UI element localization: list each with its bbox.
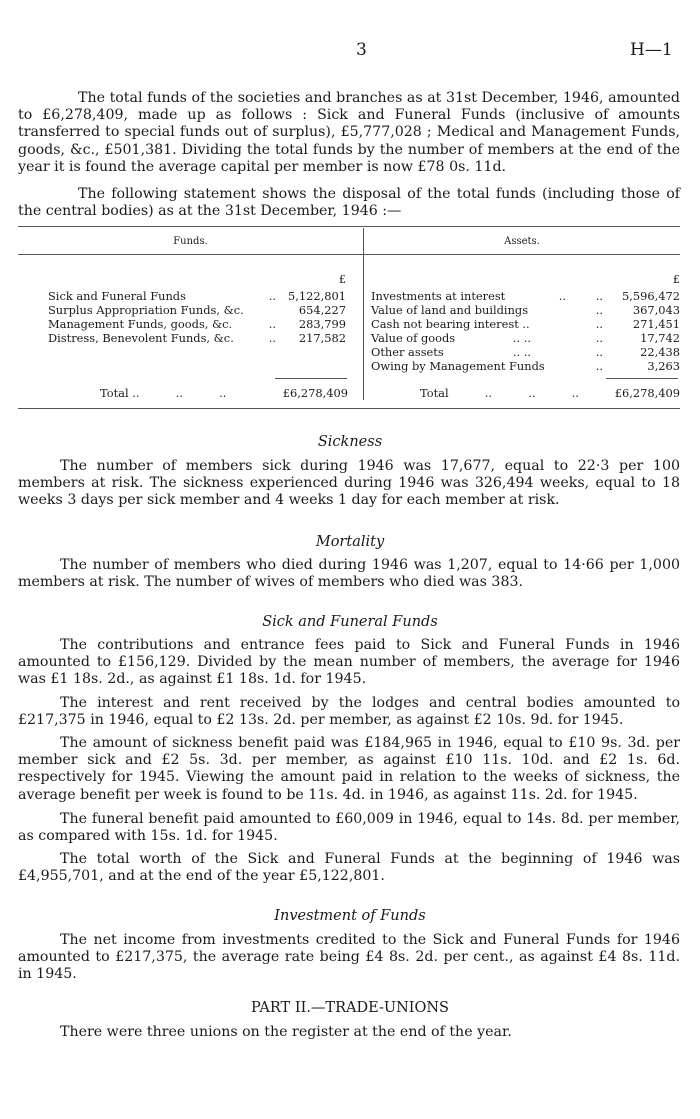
fund-label: Sick and Funeral Funds [48,289,186,303]
asset-label: Owing by Management Funds [371,359,545,373]
fund-label: Management Funds, goods, &c. [48,317,233,331]
funds-column-header: Funds. [173,236,208,247]
asset-amount: 5,596,472 [622,289,680,303]
asset-label: Cash not bearing interest .. [371,317,530,331]
asset-label: Value of land and buildings [371,303,529,317]
asset-amount: 22,438 [640,345,680,359]
asset-label: Investments at interest [371,289,506,303]
leader-dots: .. [595,359,603,373]
leader-dots: .. [268,331,276,345]
assets-total-label: Total .. .. .. [420,386,579,400]
funds-total-row [100,386,348,400]
fund-label: Surplus Appropriation Funds, &c. [48,303,244,317]
leader-dots: .. [268,317,276,331]
leader-dots: .. .. [512,345,531,359]
fund-amount: 5,122,801 [288,289,346,303]
currency-row [0,272,700,286]
asset-label: Value of goods [371,331,456,345]
funds-currency: £ [338,272,346,286]
fund-amount: 654,227 [298,303,346,317]
asset-amount: 367,043 [632,303,680,317]
intro-paragraph-1: The total funds of the societies and branches as at 31st December, 1946, amounted to £6,278,409, made up as follows : Sick and Funeral Funds (inclusive of amounts transferred to special funds out of surplus), £5,777,028 ; Medical and Management Funds, goods, &c., £501,381. Dividing the total funds by the number of members at the end of the year it is found the average capital per member is now £78 0s. 11d. [18,90,680,175]
intro-paragraph-2: The following statement shows the disposal of the total funds (including those of the central bodies) as at the 31st December, 1946 :— [18,186,680,220]
table-row [371,331,680,345]
table-row [371,345,680,359]
asset-amount: 17,742 [640,331,680,345]
leader-dots: .. .. [512,331,531,345]
fund-amount: 217,582 [298,331,346,345]
table-row [48,303,348,317]
table-bottom-rule [18,408,680,409]
leader-dots: .. [558,289,566,303]
asset-label: Other assets [371,345,444,359]
page-number: 3 [356,40,367,60]
table-row [48,289,348,303]
leader-dots: .. [595,345,603,359]
investment-paragraph: The net income from investments credited to the Sick and Funeral Funds for 1946 amounted to £217,375, the average rate being £4 8s. 2d. per cent., as against £4 8s. 11d. in 1945. [18,932,680,983]
table-row [48,331,348,345]
investment-heading: Investment of Funds [274,908,426,924]
table-row [371,303,680,317]
asset-amount: 3,263 [647,359,680,373]
funds-total-amount: £6,278,409 [282,386,348,400]
document-reference: H—1 [630,40,673,60]
assets-total-rule [606,378,678,379]
table-top-rule [18,226,680,227]
table-row [371,289,680,303]
sick-funeral-paragraph-5: The total worth of the Sick and Funeral Funds at the beginning of 1946 was £4,955,701, and at the end of the year £5,122,801. [18,851,680,885]
table-header-rule [18,254,680,255]
assets-total-amount: £6,278,409 [614,386,680,400]
leader-dots: .. [268,289,276,303]
part-two-heading: PART II.—TRADE-UNIONS [251,1000,449,1016]
part-two-paragraph: There were three unions on the register at the end of the year. [60,1024,512,1040]
sick-funeral-paragraph-1: The contributions and entrance fees paid to Sick and Funeral Funds in 1946 amounted to £156,129. Divided by the mean number of members, the average for 1946 was £1 18s. 2d., as against £1 18s. 1d. for 1945. [18,637,680,688]
fund-label: Distress, Benevolent Funds, &c. [48,331,234,345]
table-row [371,359,680,373]
sickness-heading: Sickness [317,434,383,450]
sick-funeral-heading: Sick and Funeral Funds [262,614,438,630]
sickness-paragraph: The number of members sick during 1946 was 17,677, equal to 22·3 per 100 members at risk. The sickness experienced during 1946 was 326,494 weeks, equal to 18 weeks 3 days per sick member and 4 weeks 1 day for each member at risk. [18,458,680,509]
leader-dots: .. [595,331,603,345]
mortality-heading: Mortality [315,534,385,550]
mortality-paragraph: The number of members who died during 1946 was 1,207, equal to 14·66 per 1,000 members at risk. The number of wives of members who died was 383. [18,557,680,591]
table-row [371,317,680,331]
funds-total-label: Total .. .. .. [100,386,227,400]
funds-total-rule [275,378,347,379]
assets-total-row [420,386,680,400]
sick-funeral-paragraph-4: The funeral benefit paid amounted to £60,009 in 1946, equal to 14s. 8d. per member, as compared with 15s. 1d. for 1945. [18,811,680,845]
asset-amount: 271,451 [632,317,680,331]
sick-funeral-paragraph-2: The interest and rent received by the lodges and central bodies amounted to £217,375 in 1946, equal to £2 13s. 2d. per member, as against £2 10s. 9d. for 1945. [18,695,680,729]
leader-dots: .. [595,317,603,331]
leader-dots: .. [595,303,603,317]
fund-amount: 283,799 [298,317,346,331]
sick-funeral-paragraph-3: The amount of sickness benefit paid was £184,965 in 1946, equal to £10 9s. 3d. per member sick and £2 5s. 3d. per member, as against £10 11s. 10d. and £2 1s. 6d. respectively for 1945. Viewing the amount paid in relation to the weeks of sickness, the average benefit per week is found to be 11s. 4d. in 1946, as against 11s. 2d. for 1945. [18,735,680,803]
table-row [48,317,348,331]
assets-currency: £ [672,272,680,286]
leader-dots: .. [595,289,603,303]
assets-column-header: Assets. [504,236,540,247]
